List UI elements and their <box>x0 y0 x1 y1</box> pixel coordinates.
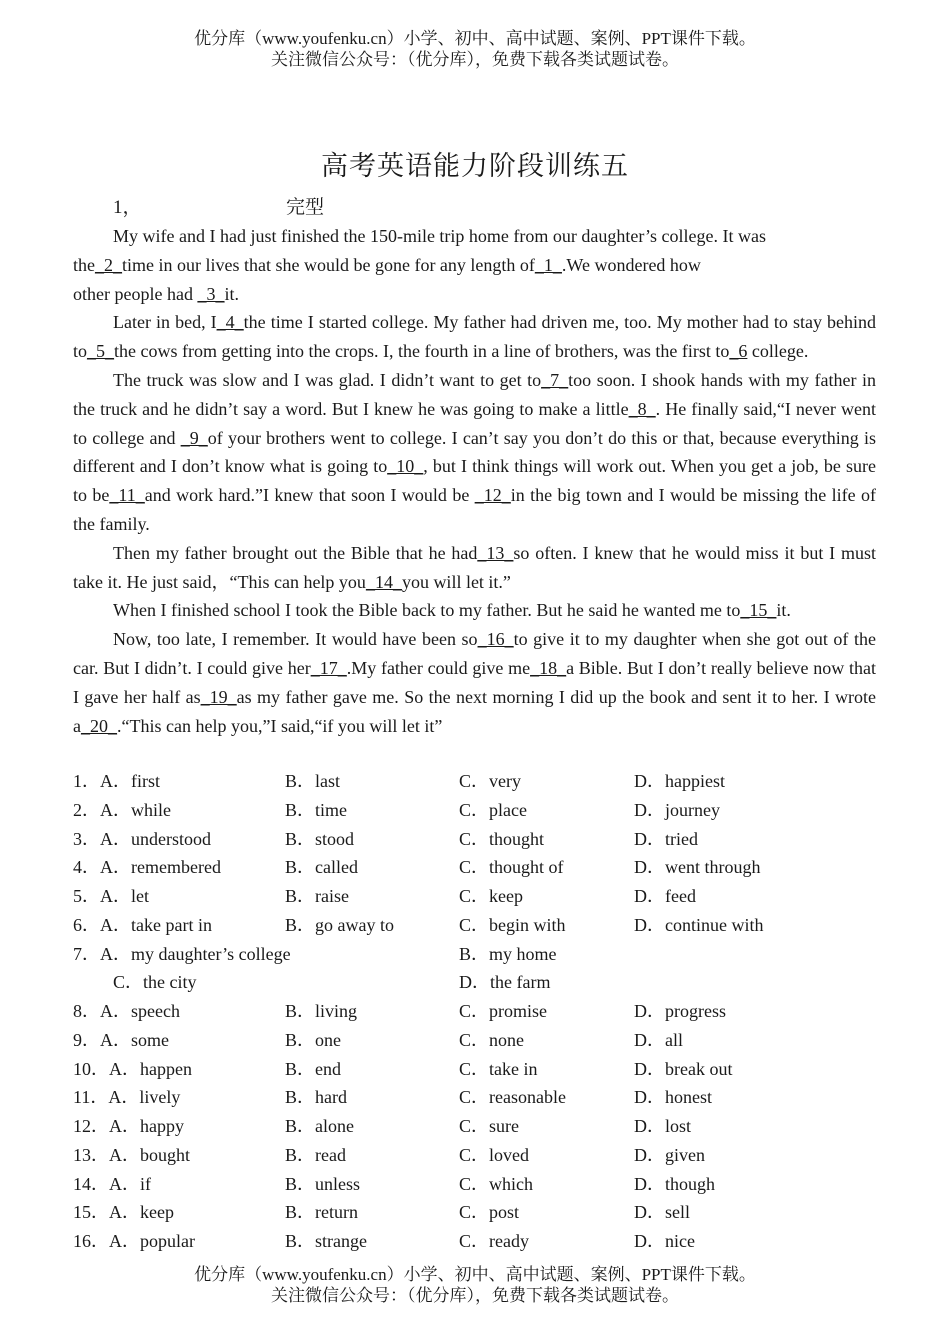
option-d: D．progress <box>634 1001 726 1021</box>
passage-text: the cows from getting into the crops. I, the fourth in a line of brothers, was the first to <box>114 341 730 362</box>
blank-20: _20_ <box>81 715 117 736</box>
option-a: 4．A．remembered <box>73 857 221 878</box>
passage-text: college. <box>751 341 809 362</box>
blank-13: _13_ <box>477 542 514 563</box>
option-d: D．all <box>634 1029 683 1050</box>
option-a: 12．A．happy <box>73 1116 184 1136</box>
cloze-passage <box>73 222 876 740</box>
passage-text: .My father could give me <box>346 657 531 678</box>
blank-17: _17_ <box>310 657 347 678</box>
option-c: C．begin with <box>459 914 566 935</box>
option-row <box>73 882 876 911</box>
blank-15: _15_ <box>740 600 777 621</box>
option-b: B．last <box>285 771 341 791</box>
option-d: D．nice <box>634 1231 695 1251</box>
option-row <box>73 1170 876 1199</box>
passage-text: The truck was slow and I was glad. I didn’t want to get to <box>113 369 542 390</box>
header-line-1: 优分库（www.youfenku.cn）小学、初中、高中试题、案例、PPT课件下载。 <box>194 29 756 48</box>
passage-text: it. <box>776 600 791 621</box>
passage-paragraph-5 <box>73 596 876 625</box>
passage-text: so often. I knew that he would miss it but I must take it. He just said，“This can help you <box>73 542 877 592</box>
blank-7: _7_ <box>541 369 569 390</box>
passage-text: Later in bed, I <box>113 312 217 333</box>
passage-text: too soon. I shook hands with my father in the truck and he didn’t say a word. But I knew he was going to make a little <box>73 369 876 419</box>
option-a: 15．A．keep <box>73 1202 174 1223</box>
header-line-2: 关注微信公众号：（优分库），免费下载各类试题试卷。 <box>271 50 679 69</box>
blank-10: _10_ <box>387 456 424 477</box>
option-a: 16．A．popular <box>73 1231 195 1251</box>
option-d: D．honest <box>634 1087 712 1108</box>
blank-1: _1_ <box>534 254 562 275</box>
blank-2: _2_ <box>95 254 122 275</box>
blank-12: _12_ <box>474 485 511 506</box>
blank-6: _6 <box>729 341 748 362</box>
passage-text: the time I started college. My father had driven me, too. My mother had to stay behind to <box>73 312 876 362</box>
option-row <box>73 1112 876 1141</box>
option-c: C．promise <box>459 1001 547 1021</box>
option-a: 1．A．first <box>73 771 160 791</box>
blank-4: _4_ <box>216 312 244 333</box>
passage-text: a Bible. But I don’t really believe now that I gave her half as <box>73 657 876 707</box>
option-c: C．keep <box>459 886 523 906</box>
passage-paragraph-3 <box>73 366 876 539</box>
option-d: D．the farm <box>459 972 551 993</box>
option-row <box>73 1026 876 1055</box>
option-b: B．hard <box>285 1087 347 1108</box>
option-c: C．none <box>459 1029 524 1050</box>
blank-9: _9_ <box>180 427 208 448</box>
option-row <box>73 997 876 1026</box>
option-row <box>73 1141 876 1170</box>
blank-14: _14_ <box>365 571 402 592</box>
option-row <box>73 911 876 940</box>
option-d: D．happiest <box>634 771 725 791</box>
option-row <box>73 853 876 882</box>
passage-text: to give it to my daughter when she got out of the car. But I didn’t. I could give her <box>73 629 877 678</box>
option-a: 5．A．let <box>73 886 149 906</box>
passage-paragraph-6 <box>73 625 876 740</box>
option-c: C．very <box>459 771 521 791</box>
option-a: 2．A．while <box>73 799 171 820</box>
option-d: D．lost <box>634 1116 692 1136</box>
option-a: 14．A．if <box>73 1173 151 1194</box>
option-b: B．raise <box>285 886 349 906</box>
passage-text: Then my father brought out the Bible that he had <box>113 542 478 563</box>
passage-paragraph-2 <box>73 308 876 366</box>
option-b: B．return <box>285 1202 358 1223</box>
footer-line-2: 关注微信公众号：（优分库），免费下载各类试题试卷。 <box>271 1286 679 1305</box>
option-b: B．end <box>285 1058 341 1079</box>
option-b: B．living <box>285 1001 358 1021</box>
passage-text: you will let it.” <box>401 571 511 592</box>
option-c: C．loved <box>459 1144 529 1165</box>
option-row <box>73 1055 876 1084</box>
blank-5: _5_ <box>87 341 115 362</box>
option-b: B．unless <box>285 1173 361 1194</box>
header-banner <box>0 28 950 70</box>
blank-8: _8_ <box>628 398 656 419</box>
passage-text: as my father gave me. So the next morning I did up the book and sent it to her. I wrote a <box>73 686 877 736</box>
answer-options <box>73 767 876 1256</box>
option-b: B．one <box>285 1029 341 1050</box>
blank-11: _11_ <box>109 485 145 506</box>
blank-18: _18_ <box>530 657 567 678</box>
blank-19: _19_ <box>200 686 237 707</box>
passage-text: When I finished school I took the Bible back to my father. But he said he wanted me to <box>113 600 741 621</box>
option-c: C．thought <box>459 828 545 849</box>
option-row <box>73 940 876 969</box>
option-d: D．feed <box>634 886 696 906</box>
option-row <box>73 767 876 796</box>
option-b: B．my home <box>459 943 557 964</box>
option-c: C．which <box>459 1173 533 1194</box>
option-row <box>73 1083 876 1112</box>
option-c: C．the city <box>113 972 197 993</box>
passage-paragraph-4 <box>73 539 876 597</box>
option-row <box>73 796 876 825</box>
footer-banner <box>0 1264 950 1306</box>
option-c: C．reasonable <box>459 1087 566 1108</box>
blank-16: _16_ <box>477 629 514 650</box>
page-title: 高考英语能力阶段训练五 <box>321 151 629 181</box>
option-a: 3．A．understood <box>73 828 211 849</box>
passage-text: the <box>73 254 95 275</box>
option-d: D．sell <box>634 1202 690 1223</box>
option-d: D．continue with <box>634 914 764 935</box>
passage-text: .We wondered how <box>561 254 701 275</box>
passage-text: . He finally said,“I never went to college and <box>73 398 876 448</box>
option-d: D．given <box>634 1144 705 1165</box>
option-d: D．tried <box>634 828 698 849</box>
section-number: 1， <box>113 197 142 218</box>
passage-text: of your brothers went to college. I can’t say you don’t do this or that, because everything is different and I don’t know what is going to <box>73 427 876 477</box>
section-name: 完型 <box>286 197 325 218</box>
option-c: C．post <box>459 1202 520 1223</box>
option-d: D．journey <box>634 799 720 820</box>
option-c: C．thought of <box>459 857 564 878</box>
option-a: 7．A．my daughter’s college <box>73 943 291 964</box>
blank-3: _3_ <box>197 283 225 304</box>
option-b: B．time <box>285 799 347 820</box>
passage-paragraph-1 <box>73 222 876 308</box>
passage-text: My wife and I had just finished the 150-mile trip home from our daughter’s college. It was <box>113 226 767 246</box>
option-c: C．ready <box>459 1231 529 1251</box>
passage-text: other people had <box>73 283 193 304</box>
option-b: B．called <box>285 857 358 878</box>
option-row <box>73 1227 876 1256</box>
option-b: B．alone <box>285 1116 354 1136</box>
option-a: 13．A．bought <box>73 1144 190 1165</box>
passage-text: it. <box>224 283 239 304</box>
option-b: B．stood <box>285 828 355 849</box>
footer-line-1: 优分库（www.youfenku.cn）小学、初中、高中试题、案例、PPT课件下载。 <box>194 1265 756 1284</box>
option-b: B．read <box>285 1144 346 1165</box>
option-d: D．though <box>634 1173 715 1194</box>
passage-text: in the big town and I would be missing the life of the family. <box>73 485 877 534</box>
passage-text: time in our lives that she would be gone for any length of <box>122 254 535 275</box>
passage-text: and work hard.”I knew that soon I would be <box>144 485 470 506</box>
option-a: 10．A．happen <box>73 1058 192 1079</box>
option-row <box>73 825 876 854</box>
option-a: 11．A．lively <box>73 1087 181 1108</box>
option-a: 8．A．speech <box>73 1001 180 1021</box>
option-b: B．go away to <box>285 914 394 935</box>
option-row <box>73 968 876 997</box>
option-d: D．went through <box>634 857 761 878</box>
option-a: 6．A．take part in <box>73 914 212 935</box>
option-b: B．strange <box>285 1231 367 1251</box>
passage-text: .“This can help you,”I said,“if you will let it” <box>117 715 443 736</box>
option-c: C．take in <box>459 1058 538 1079</box>
option-c: C．place <box>459 799 527 820</box>
option-c: C．sure <box>459 1116 519 1136</box>
option-row <box>73 1198 876 1227</box>
option-d: D．break out <box>634 1058 733 1079</box>
option-a: 9．A．some <box>73 1029 169 1050</box>
passage-text: Now, too late, I remember. It would have been so <box>113 629 478 650</box>
section-heading <box>113 194 324 222</box>
passage-text: , but I think things will work out. When you get a job, be sure to be <box>73 456 876 506</box>
